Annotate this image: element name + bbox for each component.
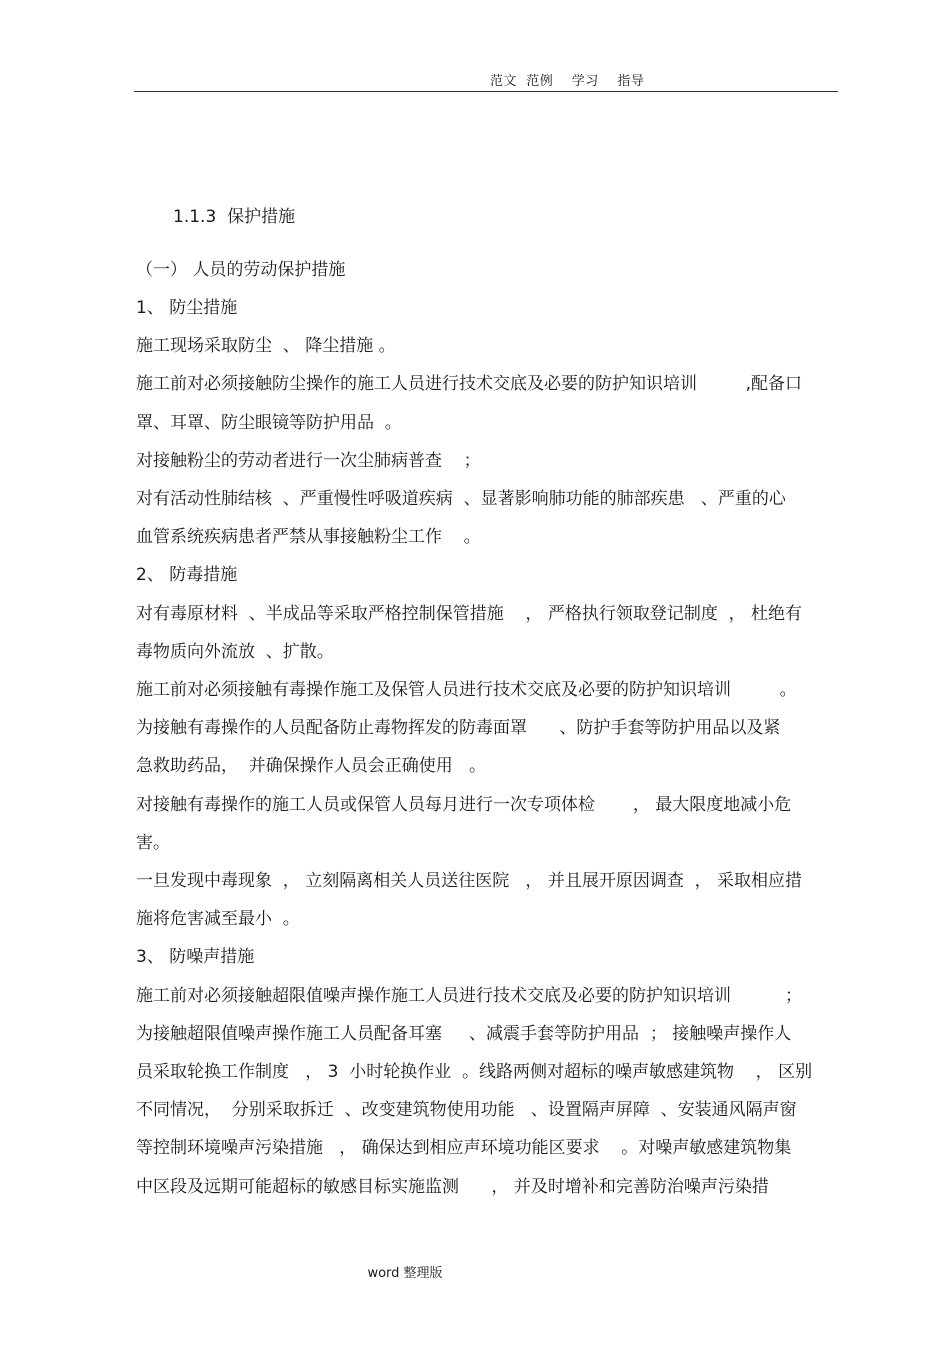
sub-title: （一） 人员的劳动保护措施: [136, 260, 346, 280]
text-line: 一旦发现中毒现象 ， 立刻隔离相关人员送往医院 ， 并且展开原因调查 ， 采取相应措: [136, 871, 803, 891]
text-line: 员采取轮换工作制度 ， 3 小时轮换作业 。线路两侧对超标的噪声敏感建筑物 ， 区别: [136, 1062, 813, 1082]
text-line: 中区段及远期可能超标的敏感目标实施监测 ， 并及时增补和完善防治噪声污染措: [136, 1176, 769, 1197]
text-line: 对有毒原材料 、半成品等采取严格控制保管措施 ， 严格执行领取登记制度 ， 杜绝有: [136, 603, 803, 624]
text-line: 罩、耳罩、防尘眼镜等防护用品 。: [136, 412, 402, 433]
text-line: 为接触有毒操作的人员配备防止毒物挥发的防毒面罩 、防护手套等防护用品以及紧: [136, 718, 781, 739]
text-line: 2、 防毒措施: [136, 565, 238, 586]
text-line: 施将危害减至最小 。: [136, 909, 300, 930]
section-title: 1.1.3 保护措施: [173, 207, 296, 227]
text-line: 毒物质向外流放 、扩散。: [136, 641, 334, 662]
text-line: 对接触粉尘的劳动者进行一次尘肺病普查 ；: [136, 450, 481, 471]
page-header: [0, 68, 950, 92]
text-line: 等控制环境噪声污染措施 ， 确保达到相应声环境功能区要求 。对噪声敏感建筑物集: [136, 1138, 792, 1159]
text-line: 对有活动性肺结核 、严重慢性呼吸道疾病 、显著影响肺功能的肺部疾患 、严重的心: [136, 489, 786, 509]
text-line: 施工前对必须接触超限值噪声操作施工人员进行技术交底及必要的防护知识培训 ；: [136, 985, 803, 1006]
text-line: 3、 防噪声措施: [136, 947, 255, 968]
text-line: 1、 防尘措施: [136, 298, 238, 318]
text-line: 血管系统疾病患者严禁从事接触粉尘工作 。: [136, 527, 481, 548]
header-rule: [134, 91, 838, 92]
text-line: 急救助药品， 并确保操作人员会正确使用 。: [136, 756, 487, 777]
text-line: 对接触有毒操作的施工人员或保管人员每月进行一次专项体检 ， 最大限度地减小危: [136, 794, 792, 815]
text-line: 不同情况， 分别采取拆迁 、改变建筑物使用功能 、设置隔声屏障 、安装通风隔声窗: [136, 1100, 797, 1121]
text-line: 害。: [136, 832, 170, 853]
page-footer: [0, 1262, 950, 1281]
text-line: 为接触超限值噪声操作施工人员配备耳塞 、减震手套等防护用品 ； 接触噪声操作人: [136, 1023, 792, 1044]
text-line: 施工前对必须接触有毒操作施工及保管人员进行技术交底及必要的防护知识培训 。: [136, 680, 797, 700]
footer-text: word 整理版: [367, 1266, 443, 1281]
header-text: 范文 范例 学习 指导: [490, 74, 645, 89]
text-line: 施工现场采取防尘 、 降尘措施 。: [136, 336, 396, 357]
text-line: 施工前对必须接触防尘操作的施工人员进行技术交底及必要的防护知识培训 ,配备口: [136, 374, 803, 395]
